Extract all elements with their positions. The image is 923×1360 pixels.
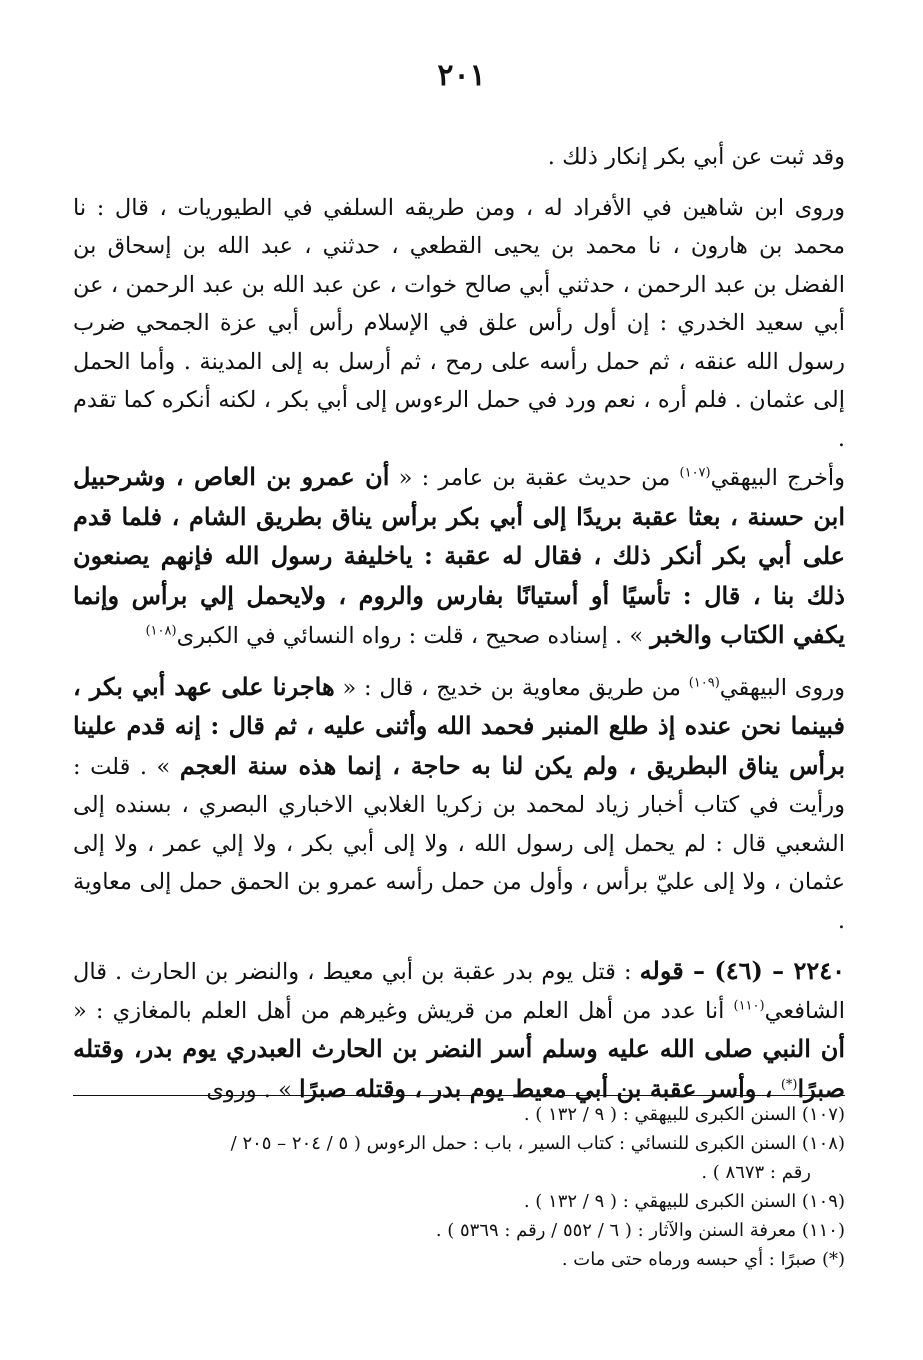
footnote-110: (١١٠) معرفة السنن والآثار : ( ٦ / ٥٥٢ / رقم : ٥٣٦٩ ) . bbox=[435, 1220, 845, 1241]
hadith-text-bold: أن عمرو بن العاص ، وشرحبيل ابن حسنة ، بعثا عقبة بريدًا إلى أبي بكر برأس يناق بطريق الشام ، فلما قدم على أبي بكر أنكر ذلك ، فقال له عقبة : ياخليفة رسول الله فإنهم يصنعون ذلك بنا ، قال : تأسيًا أو أستيانًا بفارس والروم ، ولايحمل إلي برأس وإنما يكفي الكتاب والخبر bbox=[73, 462, 845, 649]
paragraph-4-end: » . قلت : ورأيت في كتاب أخبار زياد لمحمد بن زكريا الغلابي الاخباري البصري ، بسنده إلى الشعبي قال : لم يحمل إلى رسول الله ، ولا إلى أبي بكر ، ولا إلي عمر ، ولا إلى عثمان ، ولا إلى عليّ برأس ، وأول من حمل رأسه عمرو بن الحمق حمل إلى معاوية . bbox=[73, 753, 845, 934]
paragraph-5-end: » . وروى bbox=[206, 1076, 300, 1103]
footnote-ref-110: (١١٠) bbox=[733, 998, 765, 1013]
footnote-ref-star: (*) bbox=[780, 1077, 798, 1092]
paragraph-3-intro: وأخرج البيهقي bbox=[710, 465, 845, 491]
main-text bbox=[73, 138, 845, 1109]
entry-number: ٢٢٤٠ – (٤٦) – قوله bbox=[639, 956, 845, 985]
page-number: ٢٠١ bbox=[437, 58, 486, 93]
footnote-star: (*) صبرًا : أي حبسه ورماه حتى مات . bbox=[561, 1249, 845, 1270]
paragraph-3 bbox=[73, 458, 845, 656]
hadith-text-bold-3: أن النبي صلى الله عليه وسلم أسر النضر بن الحارث العبدري يوم بدر، وقتله صبرًا bbox=[73, 1034, 845, 1103]
hadith-text-bold-4: ، وأسر عقبة بن أبي معيط يوم بدر ، وقتله صبرًا bbox=[299, 1073, 781, 1103]
paragraph-1: وقد ثبت عن أبي بكر إنكار ذلك . bbox=[547, 144, 845, 170]
footnote-108: (١٠٨) السنن الكبرى للنسائي : كتاب السير ، باب : حمل الرءوس ( ٥ / ٢٠٤ – ٢٠٥ / bbox=[230, 1133, 845, 1154]
paragraph-3-end: » . إسناده صحيح ، قلت : رواه النسائي في الكبرى bbox=[176, 623, 651, 649]
footnote-ref-107: (١٠٧) bbox=[679, 465, 711, 481]
footnote-109: (١٠٩) السنن الكبرى للبيهقي : ( ٩ / ١٣٢ ) . bbox=[523, 1191, 845, 1212]
paragraph-4-mid: من طريق معاوية بن خديج ، قال : « bbox=[334, 674, 689, 701]
paragraph-4-intro: وروى البيهقي bbox=[719, 674, 846, 701]
paragraph-5-a: : قتل يوم بدر عقبة بن أبي معيط ، والنضر بن الحارث . قال الشافعي bbox=[73, 959, 845, 1024]
paragraph-5 bbox=[73, 952, 845, 1109]
footnote-divider bbox=[73, 1095, 845, 1096]
footnote-108-cont: رقم : ٨٦٧٣ ) . bbox=[701, 1162, 811, 1183]
paragraph-5-b: أنا عدد من أهل العلم من قريش وغيرهم من أهل العلم بالمغازي : « bbox=[73, 997, 734, 1024]
footnote-107: (١٠٧) السنن الكبرى للبيهقي : ( ٩ / ١٣٢ ) . bbox=[523, 1104, 845, 1125]
footnotes bbox=[73, 1100, 845, 1274]
footnote-ref-109: (١٠٩) bbox=[688, 675, 720, 690]
hadith-text-bold-2: هاجرنا على عهد أبي بكر ، فبينما نحن عنده إذ طلع المنبر فحمد الله وأثنى عليه ، ثم قال : إنه قدم علينا برأس يناق البطريق ، ولم يكن لنا به حاجة ، إنما هذه سنة العجم bbox=[73, 671, 846, 780]
paragraph-4 bbox=[73, 668, 845, 941]
paragraph-2: وروى ابن شاهين في الأفراد له ، ومن طريقه السلفي في الطيوريات ، قال : نا محمد بن هارون ، نا محمد بن يحيى القطعي ، حدثني ، عبد الله بن إسحاق بن الفضل بن عبد الرحمن ، حدثني أبي صالح خوات ، عن عبد الله بن عبد الرحمن ، عن أبي سعيد الخدري : إن أول رأس علق في الإسلام رأس أبي عزة الجمحي ضرب رسول الله عنقه ، ثم حمل رأسه على رمح ، ثم أرسل به إلى المدينة . وأما الحمل إلى عثمان . فلم أره ، نعم ورد في حمل الرءوس إلى أبي بكر ، لكنه أنكره كما تقدم . bbox=[73, 194, 845, 452]
paragraph-3-mid: من حديث عقبة بن عامر : « bbox=[389, 465, 680, 491]
footnote-ref-108: (١٠٨) bbox=[145, 623, 177, 639]
